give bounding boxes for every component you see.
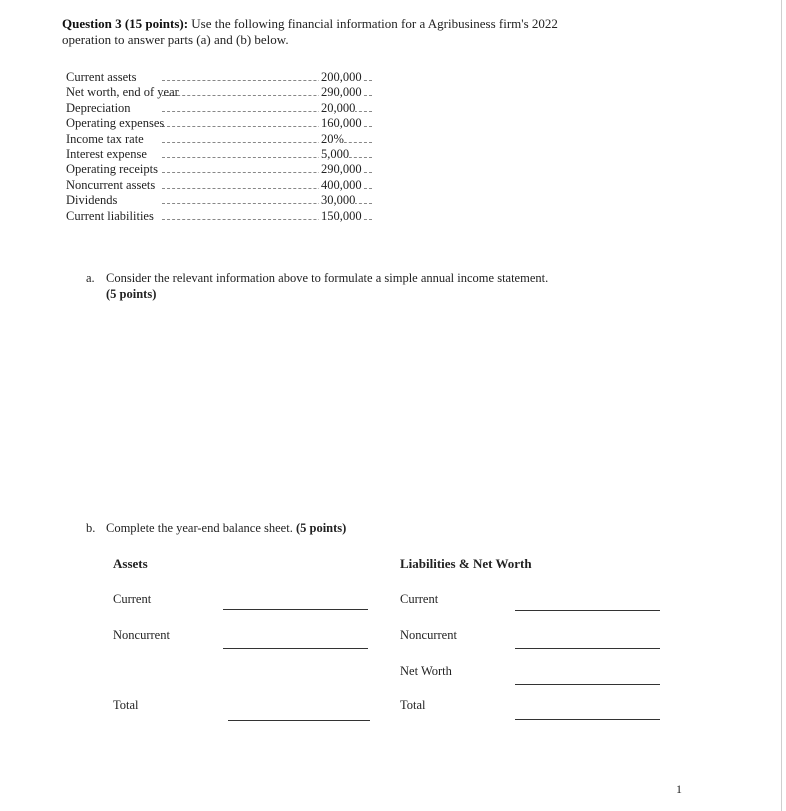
financial-value: 150,000 xyxy=(321,208,362,223)
assets-total-blank[interactable] xyxy=(228,720,370,721)
financial-row xyxy=(66,178,376,193)
financial-label: Noncurrent assets xyxy=(66,177,156,192)
financial-label: Interest expense xyxy=(66,146,147,161)
financial-info-list xyxy=(66,70,376,224)
financial-value: 160,000 xyxy=(321,116,362,131)
financial-label: Net worth, end of year xyxy=(66,85,179,100)
financial-label: Dividends xyxy=(66,193,118,208)
assets-noncurrent-blank[interactable] xyxy=(223,648,368,649)
assets-noncurrent-label: Noncurrent xyxy=(113,628,170,642)
financial-row xyxy=(66,101,376,116)
liab-noncurrent-label: Noncurrent xyxy=(400,628,457,642)
financial-row xyxy=(66,85,376,100)
financial-value: 5,000 xyxy=(321,146,350,161)
question-text-line2: operation to answer parts (a) and (b) below. xyxy=(62,32,289,47)
part-a-prompt xyxy=(86,270,686,302)
net-worth-blank[interactable] xyxy=(515,684,660,685)
financial-row xyxy=(66,132,376,147)
part-a-text: Consider the relevant information above to formulate a simple annual income statement. xyxy=(106,271,549,285)
financial-label: Current liabilities xyxy=(66,208,154,223)
part-b-prompt xyxy=(86,521,346,536)
liab-total-label: Total xyxy=(400,698,426,712)
financial-row xyxy=(66,147,376,162)
financial-row xyxy=(66,162,376,177)
liab-total-blank[interactable] xyxy=(515,719,660,720)
part-b-text: Complete the year-end balance sheet. xyxy=(106,521,293,535)
assets-current-blank[interactable] xyxy=(223,609,368,610)
financial-label: Operating receipts xyxy=(66,162,158,177)
financial-value: 290,000 xyxy=(321,85,362,100)
financial-row xyxy=(66,116,376,131)
financial-row xyxy=(66,209,376,224)
liab-current-blank[interactable] xyxy=(515,610,660,611)
net-worth-label: Net Worth xyxy=(400,664,452,678)
financial-value: 290,000 xyxy=(321,162,362,177)
financial-label: Operating expenses xyxy=(66,116,165,131)
financial-label: Income tax rate xyxy=(66,131,144,146)
financial-value: 20,000 xyxy=(321,100,356,115)
financial-value: 400,000 xyxy=(321,177,362,192)
liabilities-heading: Liabilities & Net Worth xyxy=(400,556,532,571)
liab-noncurrent-blank[interactable] xyxy=(515,648,660,649)
assets-current-label: Current xyxy=(113,592,152,606)
financial-value: 20% xyxy=(321,131,344,146)
question-title: Question 3 (15 points): xyxy=(62,16,189,31)
part-b-points: (5 points) xyxy=(295,521,347,535)
question-text-line1: Use the following financial information for a Agribusiness firm's 2022 xyxy=(191,16,558,31)
part-a-label: a. xyxy=(86,271,95,285)
financial-row xyxy=(66,193,376,208)
financial-value: 30,000 xyxy=(321,193,356,208)
financial-label: Current assets xyxy=(66,70,137,84)
liab-current-label: Current xyxy=(400,592,439,606)
question-header xyxy=(62,16,682,48)
page-number: 1 xyxy=(676,782,682,796)
financial-label: Depreciation xyxy=(66,100,131,115)
part-b-label: b. xyxy=(86,521,96,535)
financial-row xyxy=(66,70,376,85)
part-a-points: (5 points) xyxy=(106,287,157,301)
financial-value: 200,000 xyxy=(321,70,362,84)
assets-total-label: Total xyxy=(113,698,139,712)
assets-heading: Assets xyxy=(113,556,148,571)
page-edge xyxy=(781,0,782,811)
